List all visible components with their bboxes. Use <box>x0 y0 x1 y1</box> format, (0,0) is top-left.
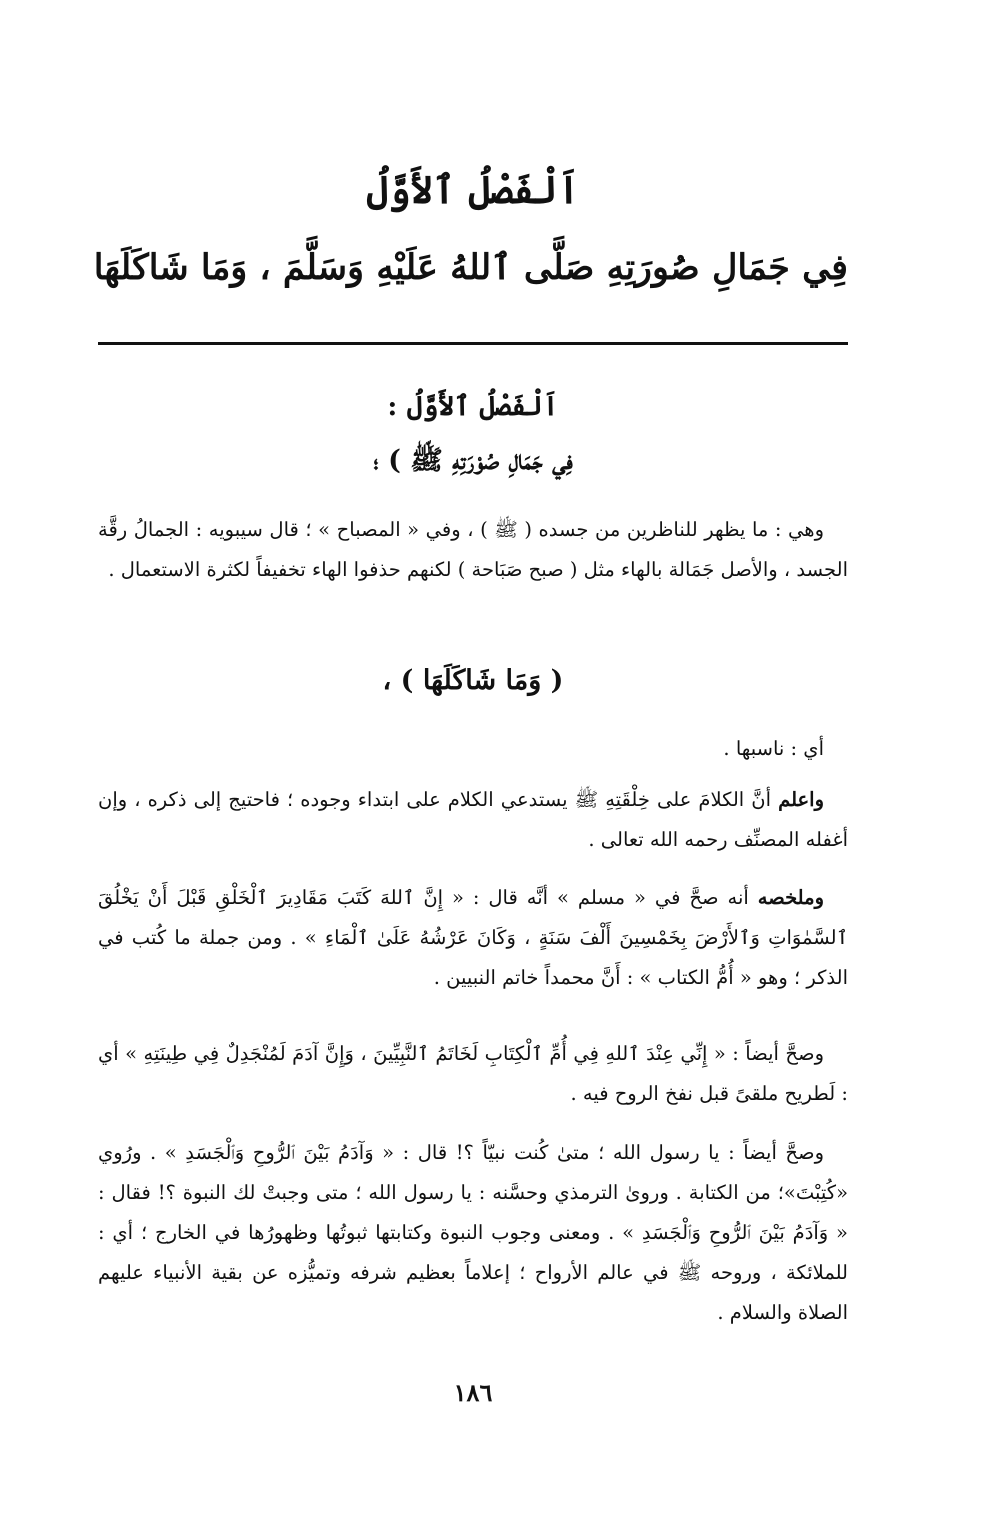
paragraph-definition <box>98 510 848 590</box>
chapter-label: اَلْفَصْلُ ٱلأَوَّلُ <box>366 167 580 212</box>
paragraph-seal-of-prophets <box>98 1034 848 1114</box>
book-page <box>93 0 848 1517</box>
paragraph-summary <box>98 878 848 998</box>
beauty-heading: فِي جَمَالِ صُوْرَتِهِ ﷺ ) ؛ <box>373 445 573 476</box>
paragraph-text: أنه صحَّ في « مسلم » أنَّه قال : « إِنَّ ٱللهَ كَتَبَ مَقَادِيرَ ٱلْخَلْقِ قَبْلَ أَنْ يَخْلُقَ ٱلسَّمٰوَاتِ وَٱلأَرْضَ بِخَمْسِينَ أَلْفَ سَنَةٍ ، وَكَانَ عَرْشُهُ عَلَىٰ ٱلْمَاءِ » . ومن جملة ما كُتب في الذكر ؛ وهو « أُمُّ الكتاب » : أَنَّ محمداً خاتم النبيين . <box>98 886 848 989</box>
chapter-title: فِي جَمَالِ صُورَتِهِ صَلَّى ٱللهُ عَلَيْهِ وَسَلَّمَ ، وَمَا شَاكَلَهَا <box>93 247 848 288</box>
paragraph-know <box>98 780 848 860</box>
paragraph-meaning <box>98 729 848 769</box>
resemblance-heading: ( وَمَا شَاكَلَهَا ) ، <box>382 665 564 696</box>
section-heading: اَلْفَصْلُ ٱلأَوَّلُ : <box>387 391 559 422</box>
paragraph-text: وصحَّ أيضاً : « إِنِّي عِنْدَ ٱللهِ فِي أُمِّ ٱلْكِتَابِ لَخَاتَمُ ٱلنَّبِيِّينَ ، وَإِنَّ آدَمَ لَمُنْجَدِلٌ فِي طِينَتِهِ » أي : لَطريح ملقىً قبل نفخ الروح فيه . <box>98 1042 848 1105</box>
paragraph-lead-word: وملخصه <box>757 886 824 909</box>
paragraph-lead-word: واعلم <box>778 788 824 811</box>
page-number: ١٨٦ <box>453 1378 493 1407</box>
paragraph-prophethood <box>98 1133 848 1333</box>
title-divider <box>98 342 848 345</box>
paragraph-text: وهي : ما يظهر للناظرين من جسده ( ﷺ ) ، وفي « المصباح » ؛ قال سيبويه : الجمالُ رقَّة الجسد ، والأصل جَمَالة بالهاء مثل ( صبح صَبَاحة ) لكنهم حذفوا الهاء تخفيفاً لكثرة الاستعمال . <box>98 518 848 581</box>
paragraph-text: وصحَّ أيضاً : يا رسول الله ؛ متىٰ كُنت نبيّاً ؟! قال : « وَآدَمُ بَيْنَ ٱلرُّوحِ وَٱلْجَسَدِ » . ورُوي «كُتِبْتَ»؛ من الكتابة . وروىٰ الترمذي وحسَّنه : يا رسول الله ؛ متى وجبتْ لك النبوة ؟! فقال : « وَآدَمُ بَيْنَ ٱلرُّوحِ وَٱلْجَسَدِ » . ومعنى وجوب النبوة وكتابتها ثبوتُها وظهورُها في الخارج ؛ أي : للملائكة ، وروحه ﷺ في عالم الأرواح ؛ إعلاماً بعظيم شرفه وتميُّزه عن بقية الأنبياء عليهم الصلاة والسلام . <box>98 1141 848 1324</box>
paragraph-text: أي : ناسبها . <box>723 737 824 760</box>
paragraph-text: أنَّ الكلامَ على خِلْقَتِهِ ﷺ يستدعي الكلام على ابتداء وجوده ؛ فاحتيج إلى ذكره ، وإن أغفله المصنِّف رحمه الله تعالى . <box>98 788 848 851</box>
